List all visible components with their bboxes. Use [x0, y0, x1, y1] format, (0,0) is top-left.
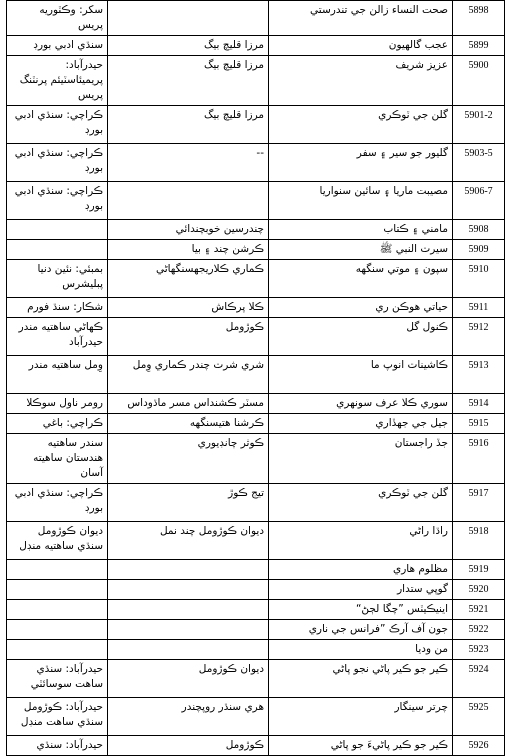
title-cell: مامني ۽ ڪتاب [269, 220, 453, 240]
author-cell [108, 600, 269, 620]
publisher-cell [7, 560, 108, 580]
table-row [7, 260, 505, 298]
publisher-cell: حيدرآباد: سنڌي ساهت سوسائٽي [7, 660, 108, 698]
title-cell: مظلوم هاري [269, 560, 453, 580]
title-cell: سپون ۽ موتي سنگهه [269, 260, 453, 298]
author-cell: هري سنڌر روپچندر [108, 698, 269, 736]
title-cell: حياتي هوڪن ري [269, 298, 453, 318]
publisher-cell [7, 220, 108, 240]
catalog-number-cell: 5922 [453, 620, 505, 640]
catalog-number-cell: 5924 [453, 660, 505, 698]
catalog-number-cell: 5923 [453, 640, 505, 660]
publisher-cell: سکر: وڪٽوريه پريس [7, 1, 108, 36]
title-cell: گليور جو سير ۽ سفر [269, 144, 453, 182]
author-cell [108, 640, 269, 660]
publisher-cell: وِمل ساهتيه مندر [7, 356, 108, 394]
title-cell: ڪنول گل [269, 318, 453, 356]
title-cell: جيل جي جهڏاري [269, 414, 453, 434]
publisher-cell [7, 240, 108, 260]
publisher-cell: ڪراچي: سنڌي ادبي بورڊ [7, 182, 108, 220]
table-row [7, 36, 505, 56]
author-cell [108, 182, 269, 220]
catalog-number-cell: 5915 [453, 414, 505, 434]
publisher-cell: ڪراچي: سنڌي ادبي بورڊ [7, 106, 108, 144]
table-row [7, 144, 505, 182]
catalog-number-cell: 5918 [453, 522, 505, 560]
catalog-number-cell: 5909 [453, 240, 505, 260]
catalog-number-cell: 5908 [453, 220, 505, 240]
author-cell: -- [108, 144, 269, 182]
author-cell: ڪرشنا هتيسنگهه [108, 414, 269, 434]
table-row [7, 698, 505, 736]
catalog-number-cell: 5901-2 [453, 106, 505, 144]
author-cell: شري شرت چندر ڪماري وِمل [108, 356, 269, 394]
table-row [7, 1, 505, 36]
publisher-cell: سندر ساهتيه هندستان ساهيته آسان [7, 434, 108, 484]
catalog-table [6, 0, 505, 756]
table-row [7, 640, 505, 660]
catalog-number-cell: 5917 [453, 484, 505, 522]
title-cell: اينيڪيٽس ”چگا لڄڻ“ [269, 600, 453, 620]
author-cell: ڪوثر چانڊيوري [108, 434, 269, 484]
catalog-number-cell: 5899 [453, 36, 505, 56]
author-cell [108, 620, 269, 640]
title-cell: جون آف آرڪ ”فرانس جي ناري [269, 620, 453, 640]
catalog-body [7, 1, 505, 756]
author-cell [108, 580, 269, 600]
catalog-number-cell: 5921 [453, 600, 505, 620]
table-row [7, 414, 505, 434]
title-cell: ڪير جو ڪير پاڻي نجو پاڻي [269, 660, 453, 698]
catalog-number-cell: 5919 [453, 560, 505, 580]
table-row [7, 318, 505, 356]
publisher-cell: رومر ناول سوڪلا [7, 394, 108, 414]
title-cell: عزيز شريف [269, 56, 453, 106]
title-cell: جڏ راجستان [269, 434, 453, 484]
author-cell: مسٽر ڪشنداس مسر ماڌوداس [108, 394, 269, 414]
publisher-cell: بمبئي: نئين دنيا پبليشرس [7, 260, 108, 298]
publisher-cell: ديوان ڪوڙومل سنڌي ساهتيه منڊل [7, 522, 108, 560]
catalog-number-cell: 5920 [453, 580, 505, 600]
publisher-cell [7, 600, 108, 620]
publisher-cell: ڪراچي: باغي [7, 414, 108, 434]
table-row [7, 394, 505, 414]
publisher-cell: ڪهاڻي ساهتيه مندر حيدرآباد [7, 318, 108, 356]
author-cell: ڪوڙومل [108, 318, 269, 356]
title-cell: چرتر سينگار [269, 698, 453, 736]
publisher-cell: حيدرآباد: ڪوڙومل سنڌي ساهت منڊل [7, 698, 108, 736]
table-row [7, 240, 505, 260]
table-row [7, 736, 505, 756]
catalog-number-cell: 5925 [453, 698, 505, 736]
table-row [7, 560, 505, 580]
author-cell: ڪلا پرڪاش [108, 298, 269, 318]
catalog-number-cell: 5912 [453, 318, 505, 356]
catalog-number-cell: 5906-7 [453, 182, 505, 220]
catalog-number-cell: 5911 [453, 298, 505, 318]
table-row [7, 220, 505, 240]
table-row [7, 620, 505, 640]
table-row [7, 356, 505, 394]
catalog-number-cell: 5903-5 [453, 144, 505, 182]
publisher-cell: حيدرآباد: سنڌي [7, 736, 108, 756]
title-cell: ڪير جو ڪير پاڻيءَ جو پاڻي [269, 736, 453, 756]
author-cell: تيج ڪوڙ [108, 484, 269, 522]
author-cell: مرزا قليچ بيگ [108, 106, 269, 144]
catalog-number-cell: 5916 [453, 434, 505, 484]
author-cell: مرزا قليچ بيگ [108, 56, 269, 106]
author-cell: مرزا قليچ بيگ [108, 36, 269, 56]
author-cell: ڪرشن چند ۽ بيا [108, 240, 269, 260]
title-cell: صحت النساء زالن جي تندرستي [269, 1, 453, 36]
table-row [7, 522, 505, 560]
table-row [7, 106, 505, 144]
table-row [7, 298, 505, 318]
table-row [7, 580, 505, 600]
author-cell: ديوان ڪوڙومل چند نمل [108, 522, 269, 560]
publisher-cell [7, 580, 108, 600]
table-row [7, 484, 505, 522]
author-cell [108, 560, 269, 580]
title-cell: راڌا راڻي [269, 522, 453, 560]
author-cell: چندرسين خوبچندائي [108, 220, 269, 240]
title-cell: مصيبت ماريا ۽ سائين سنواريا [269, 182, 453, 220]
title-cell: گلن جي ٽوڪري [269, 106, 453, 144]
table-row [7, 660, 505, 698]
publisher-cell: ڪراچي: سنڌي ادبي بورڊ [7, 144, 108, 182]
catalog-number-cell: 5898 [453, 1, 505, 36]
table-row [7, 182, 505, 220]
publisher-cell [7, 620, 108, 640]
title-cell: من وديا [269, 640, 453, 660]
title-cell: سوري ڪلا عرف سونهري [269, 394, 453, 414]
author-cell: ڪماري ڪلاريجهسنگهاڻي [108, 260, 269, 298]
publisher-cell: ڪراچي: سنڌي ادبي بورڊ [7, 484, 108, 522]
title-cell: گوپي ستدار [269, 580, 453, 600]
catalog-number-cell: 5926 [453, 736, 505, 756]
title-cell: گلن جي ٽوڪري [269, 484, 453, 522]
author-cell [108, 1, 269, 36]
publisher-cell: حيدرآباد: پريميئاسٽيئم پرنٽنگ پريس [7, 56, 108, 106]
author-cell: ديوان ڪوڙومل [108, 660, 269, 698]
publisher-cell [7, 640, 108, 660]
table-row [7, 56, 505, 106]
catalog-number-cell: 5913 [453, 356, 505, 394]
catalog-number-cell: 5900 [453, 56, 505, 106]
catalog-number-cell: 5914 [453, 394, 505, 414]
title-cell: ڪاشينات انوپ ما [269, 356, 453, 394]
title-cell: سيرت النبي ﷺ [269, 240, 453, 260]
table-row [7, 434, 505, 484]
catalog-number-cell: 5910 [453, 260, 505, 298]
title-cell: عجب گالهيون [269, 36, 453, 56]
publisher-cell: شڪار: سنڌ فورم [7, 298, 108, 318]
table-row [7, 600, 505, 620]
publisher-cell: سنڌي ادبي بورڊ [7, 36, 108, 56]
author-cell: ڪوڙومل [108, 736, 269, 756]
